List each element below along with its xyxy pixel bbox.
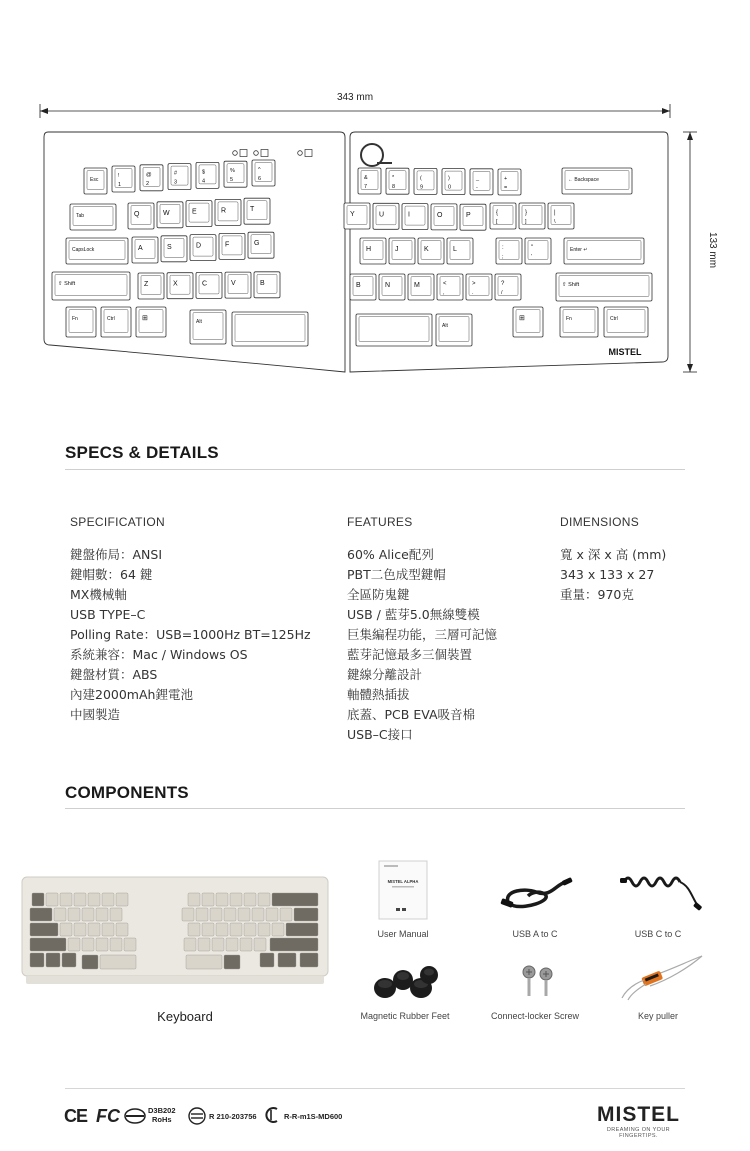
svg-text:Z: Z	[144, 281, 149, 288]
svg-text:): )	[448, 175, 450, 182]
photo-keycap	[240, 938, 252, 951]
dimensions-column	[560, 515, 666, 605]
feature-item: 巨集編程功能，三層可記憶	[347, 627, 498, 642]
svg-text:^: ^	[258, 167, 261, 173]
svg-text:}: }	[525, 210, 528, 216]
key-letter	[167, 273, 193, 299]
key-spacebar-right	[356, 314, 432, 346]
svg-text:,: ,	[443, 290, 445, 296]
photo-keycap	[244, 893, 256, 906]
key-letter	[460, 204, 486, 230]
svg-text:CapsLock: CapsLock	[72, 247, 95, 253]
specification-item: Polling Rate：USB=1000Hz BT=125Hz	[70, 627, 311, 642]
key-fn	[66, 307, 96, 337]
weee-icon	[124, 1108, 146, 1124]
features-heading: FEATURES	[347, 515, 413, 529]
key-letter	[408, 274, 434, 300]
svg-text:X: X	[173, 280, 178, 288]
key-quote	[525, 238, 551, 264]
photo-keycap	[88, 893, 100, 906]
key-slash	[495, 274, 521, 300]
key-num	[414, 168, 437, 194]
photo-keycap	[102, 893, 114, 906]
height-dimension	[683, 132, 718, 372]
photo-keycap	[116, 893, 128, 906]
key-semicolon	[496, 238, 522, 264]
usb-a-to-c-cable-image	[496, 870, 576, 920]
svg-text:A: A	[138, 245, 143, 252]
svg-text:P: P	[466, 212, 471, 220]
key-backslash	[548, 203, 574, 229]
photo-keycap	[96, 908, 108, 921]
keyboard-dimension-diagram	[0, 0, 750, 400]
components-section-title: COMPONENTS	[65, 783, 189, 802]
bsmi-number: R 210-203756	[209, 1112, 257, 1121]
key-letter	[447, 238, 473, 264]
key-letter	[248, 232, 274, 258]
svg-text:1: 1	[118, 182, 122, 188]
photo-keycap	[188, 923, 200, 936]
svg-text:5: 5	[230, 177, 234, 184]
specification-item: 鍵帽數：64 鍵	[70, 567, 153, 582]
key-bracket	[519, 203, 545, 229]
feature-item: PBT二色成型鍵帽	[347, 567, 446, 582]
dimensions-list	[560, 545, 666, 605]
key-letter	[196, 272, 222, 298]
photo-keycap	[110, 908, 122, 921]
photo-keycap	[30, 938, 66, 951]
key-num	[112, 166, 135, 192]
key-period	[466, 274, 492, 300]
key-num	[224, 161, 247, 187]
feature-item: 全區防鬼鍵	[347, 587, 410, 602]
svg-text:%: %	[230, 168, 235, 175]
components-divider	[65, 808, 685, 809]
photo-keycap	[258, 923, 270, 936]
key-bracket	[490, 203, 516, 229]
svg-text:B: B	[356, 282, 361, 289]
specification-item: 鍵盤材質：ABS	[70, 667, 158, 682]
photo-keycap	[68, 938, 80, 951]
svg-text:]: ]	[525, 219, 527, 225]
key-letter	[254, 272, 280, 298]
photo-keycap	[258, 893, 270, 906]
key-win	[136, 307, 166, 337]
fcc-mark: FC	[96, 1106, 120, 1126]
key-alt	[190, 310, 226, 344]
key-letter	[418, 238, 444, 264]
svg-text::: :	[502, 245, 504, 251]
key-backspace	[562, 168, 632, 194]
svg-text:H: H	[366, 246, 372, 253]
d3b-rohs-block	[148, 1106, 176, 1124]
svg-text:Ctrl: Ctrl	[107, 316, 115, 322]
svg-text:<: <	[443, 281, 447, 287]
key-spacebar-left	[232, 312, 308, 346]
svg-text:': '	[531, 254, 533, 260]
svg-text:Q: Q	[134, 211, 140, 218]
specification-item: 鍵盤佈局：ANSI	[70, 547, 163, 562]
key-letter	[225, 272, 251, 298]
photo-keycap	[266, 908, 278, 921]
photo-keycap	[244, 923, 256, 936]
kc-icon	[265, 1106, 281, 1124]
photo-keycap	[278, 953, 296, 967]
key-letter	[360, 238, 386, 264]
features-column	[347, 515, 497, 745]
key-comma	[437, 274, 463, 300]
specs-divider	[65, 469, 685, 470]
svg-text:#: #	[174, 170, 178, 177]
component-label-rubber-feet: Magnetic Rubber Feet	[360, 1011, 450, 1021]
photo-keycap	[294, 908, 318, 921]
photo-keycap	[68, 908, 80, 921]
features-list	[347, 545, 497, 745]
photo-keycap	[230, 923, 242, 936]
photo-keycap	[184, 938, 196, 951]
photo-keycap	[196, 908, 208, 921]
svg-text:3: 3	[174, 179, 178, 186]
photo-keycap	[102, 923, 114, 936]
photo-keycap	[286, 923, 318, 936]
svg-text:+: +	[504, 176, 508, 182]
specification-list	[70, 545, 311, 725]
key-letter	[186, 201, 212, 227]
specification-column	[70, 515, 311, 725]
feature-item: 60% Alice配列	[347, 547, 434, 562]
key-num	[168, 164, 191, 190]
key-letter	[344, 203, 370, 229]
svg-text:I: I	[408, 211, 410, 219]
photo-keycap	[210, 908, 222, 921]
svg-text:Ctrl: Ctrl	[610, 316, 618, 322]
key-letter	[219, 233, 245, 259]
photo-keycap	[62, 953, 76, 967]
brand-name: MISTEL	[597, 1103, 680, 1126]
photo-keycap	[198, 938, 210, 951]
svg-text:S: S	[167, 243, 172, 251]
user-manual-image	[378, 860, 428, 920]
key-num	[498, 169, 521, 195]
svg-text:R: R	[221, 207, 227, 215]
photo-keycap	[270, 938, 318, 951]
manual-cover-text: MISTEL ALPHA	[387, 879, 419, 884]
component-label-screw: Connect-locker Screw	[490, 1011, 580, 1021]
key-letter	[402, 204, 428, 230]
photo-keycap	[226, 938, 238, 951]
photo-keycap	[46, 893, 58, 906]
component-label-key-puller: Key puller	[637, 1011, 679, 1021]
svg-text:4: 4	[202, 178, 206, 185]
rohs-label: RoHs	[151, 1115, 172, 1124]
photo-keycap	[260, 953, 274, 967]
key-tab	[70, 204, 116, 230]
width-dimension	[40, 92, 670, 118]
photo-keycap	[216, 923, 228, 936]
svg-text:8: 8	[392, 184, 396, 191]
ce-mark: CE	[64, 1106, 88, 1126]
connect-locker-screw-image	[517, 962, 557, 1002]
key-letter	[373, 203, 399, 229]
photo-keycap	[46, 953, 60, 967]
feature-item: 鍵線分離設計	[347, 667, 423, 682]
key-letter	[244, 198, 270, 224]
keyboard-photo	[20, 875, 330, 990]
photo-keycap	[116, 923, 128, 936]
svg-text:@: @	[146, 171, 152, 178]
photo-keycap	[212, 938, 224, 951]
svg-text:$: $	[202, 169, 206, 176]
photo-keycap	[74, 893, 86, 906]
photo-keycap	[54, 908, 66, 921]
svg-text:Fn: Fn	[72, 316, 78, 322]
key-num	[140, 165, 163, 191]
photo-keycap	[202, 923, 214, 936]
photo-keycap	[188, 893, 200, 906]
svg-text:C: C	[202, 280, 208, 288]
svg-text:F: F	[225, 241, 230, 249]
key-letter	[389, 238, 415, 264]
svg-text:⇧ Shift: ⇧ Shift	[58, 281, 76, 287]
key-right-shift	[556, 273, 652, 301]
photo-keycap	[82, 908, 94, 921]
photo-keycap	[230, 893, 242, 906]
feature-item: USB–C接口	[347, 727, 413, 742]
key-letter	[215, 199, 241, 225]
photo-keycap	[202, 893, 214, 906]
specs-section-title: SPECS & DETAILS	[65, 443, 219, 462]
key-num	[386, 168, 409, 194]
svg-text:!: !	[118, 173, 120, 179]
photo-keycap	[88, 923, 100, 936]
key-letter	[190, 235, 216, 261]
specification-item: MX機械軸	[70, 587, 127, 602]
footer-divider	[65, 1088, 685, 1089]
specification-item: 中國製造	[70, 707, 121, 722]
photo-keycap	[60, 923, 72, 936]
key-letter	[431, 204, 457, 230]
photo-keycap	[74, 923, 86, 936]
specification-item: 系統兼容：Mac / Windows OS	[70, 647, 248, 662]
svg-text:Esc: Esc	[90, 177, 99, 183]
svg-text:&: &	[364, 175, 368, 181]
dimension-item: 343 x 133 x 27	[560, 567, 655, 582]
key-letter	[379, 274, 405, 300]
svg-text:-: -	[476, 184, 478, 191]
svg-text:J: J	[395, 246, 399, 253]
key-letter	[128, 203, 154, 229]
dimensions-heading: DIMENSIONS	[560, 515, 640, 529]
svg-text:⇧ Shift: ⇧ Shift	[562, 282, 580, 288]
svg-text:;: ;	[502, 254, 504, 260]
diagram-brand-mark: MISTEL	[608, 347, 642, 357]
key-letter	[161, 236, 187, 262]
magnetic-rubber-feet-image	[365, 962, 445, 1002]
key-letter	[157, 202, 183, 228]
bsmi-icon	[187, 1107, 207, 1125]
photo-keycap	[254, 938, 266, 951]
svg-text:Alt: Alt	[442, 323, 448, 329]
photo-keycap	[124, 938, 136, 951]
svg-text:=: =	[504, 185, 508, 191]
key-letter	[132, 237, 158, 263]
component-label-usb-a-to-c: USB A to C	[512, 929, 558, 939]
photo-keycap	[224, 955, 240, 969]
svg-text:\: \	[554, 219, 556, 225]
key-alt	[436, 314, 472, 346]
svg-text:O: O	[437, 211, 443, 219]
brand-tagline: DREAMING ON YOUR FINGERTIPS.	[606, 1127, 671, 1139]
svg-text:9: 9	[420, 184, 424, 191]
height-label: 133 mm	[707, 231, 718, 269]
photo-keycap	[30, 908, 52, 921]
svg-text:L: L	[453, 246, 457, 253]
key-fn	[560, 307, 598, 337]
svg-text:Alt: Alt	[196, 319, 202, 325]
key-num	[252, 160, 275, 186]
photo-keycap	[186, 955, 222, 969]
dimension-item: 寬 x 深 x 高 (mm)	[560, 547, 667, 562]
svg-text:T: T	[250, 206, 255, 214]
key-num	[358, 168, 381, 194]
kc-number: R-R-m1S-MD600	[284, 1112, 343, 1121]
svg-text:V: V	[231, 280, 236, 288]
svg-text:{: {	[496, 210, 499, 216]
svg-text:6: 6	[258, 176, 262, 182]
photo-keycap	[182, 908, 194, 921]
feature-item: USB / 藍芽5.0無線雙模	[347, 607, 480, 622]
feature-item: 底蓋、PCB EVA吸音棉	[347, 707, 476, 722]
key-puller-image	[616, 952, 706, 1002]
key-num	[442, 169, 465, 195]
key-num	[470, 169, 493, 195]
svg-text:E: E	[192, 208, 197, 216]
svg-text:G: G	[254, 240, 260, 248]
key-letter	[138, 273, 164, 299]
key-ctrl	[101, 307, 131, 337]
photo-keycap	[30, 923, 58, 936]
svg-text:B: B	[260, 279, 265, 287]
feature-item: 藍芽記憶最多三個裝置	[347, 647, 473, 662]
key-capslock	[66, 238, 128, 264]
photo-keycap	[300, 953, 318, 967]
svg-text:*: *	[392, 175, 395, 182]
width-label: 343 mm	[336, 92, 374, 103]
photo-keycap	[280, 908, 292, 921]
svg-text:N: N	[385, 282, 391, 289]
key-letter	[350, 274, 376, 300]
photo-keycap	[96, 938, 108, 951]
keyboard-label: Keyboard	[157, 1009, 213, 1024]
svg-text:Tab: Tab	[76, 213, 85, 219]
usb-c-to-c-cable-image	[618, 872, 708, 917]
svg-text:⊞: ⊞	[519, 315, 525, 322]
svg-text:7: 7	[364, 184, 368, 190]
photo-keycap	[32, 893, 44, 906]
svg-text:⊞: ⊞	[142, 315, 148, 322]
key-esc	[84, 168, 107, 194]
key-enter	[564, 238, 644, 264]
svg-text:[: [	[496, 219, 498, 225]
svg-text:D: D	[196, 242, 202, 250]
svg-text:_: _	[476, 175, 480, 182]
svg-text:.: .	[472, 290, 474, 296]
feature-item: 軸體熱插拔	[347, 687, 410, 702]
d3b-code: D3B202	[148, 1106, 176, 1115]
specification-item: USB TYPE–C	[70, 607, 146, 622]
svg-text:0: 0	[448, 184, 452, 191]
photo-keycap	[110, 938, 122, 951]
svg-text:Y: Y	[350, 211, 355, 218]
photo-keycap	[82, 955, 98, 969]
svg-text:>: >	[472, 281, 476, 287]
photo-keycap	[60, 893, 72, 906]
dimension-item: 重量：970克	[560, 587, 634, 602]
photo-keycap	[238, 908, 250, 921]
photo-keycap	[272, 893, 318, 906]
specification-item: 內建2000mAh鋰電池	[70, 687, 193, 702]
photo-keycap	[82, 938, 94, 951]
svg-text:(: (	[420, 175, 422, 182]
svg-text:Fn: Fn	[566, 316, 572, 322]
photo-keycap	[252, 908, 264, 921]
svg-text:W: W	[163, 209, 170, 217]
svg-text:K: K	[424, 246, 429, 253]
photo-keycap	[272, 923, 284, 936]
photo-keycap	[30, 953, 44, 967]
key-win	[513, 307, 543, 337]
svg-text:Enter ↵: Enter ↵	[570, 247, 588, 253]
component-label-usb-c-to-c: USB C to C	[634, 929, 682, 939]
svg-text:M: M	[414, 282, 420, 289]
svg-text:/: /	[501, 290, 503, 296]
photo-keycap	[224, 908, 236, 921]
photo-keycap	[216, 893, 228, 906]
svg-text:← Backspace: ← Backspace	[568, 177, 599, 183]
mistel-brand-logo	[591, 1104, 686, 1139]
key-left-shift	[52, 272, 130, 300]
svg-text:|: |	[554, 210, 556, 216]
component-label-user-manual: User Manual	[377, 929, 429, 939]
svg-text:?: ?	[501, 281, 505, 287]
svg-text:U: U	[379, 211, 385, 219]
svg-text:2: 2	[146, 180, 150, 187]
photo-keycap	[100, 955, 136, 969]
key-ctrl	[604, 307, 648, 337]
key-num	[196, 162, 219, 188]
specification-heading: SPECIFICATION	[70, 515, 166, 529]
svg-text:": "	[531, 245, 534, 251]
